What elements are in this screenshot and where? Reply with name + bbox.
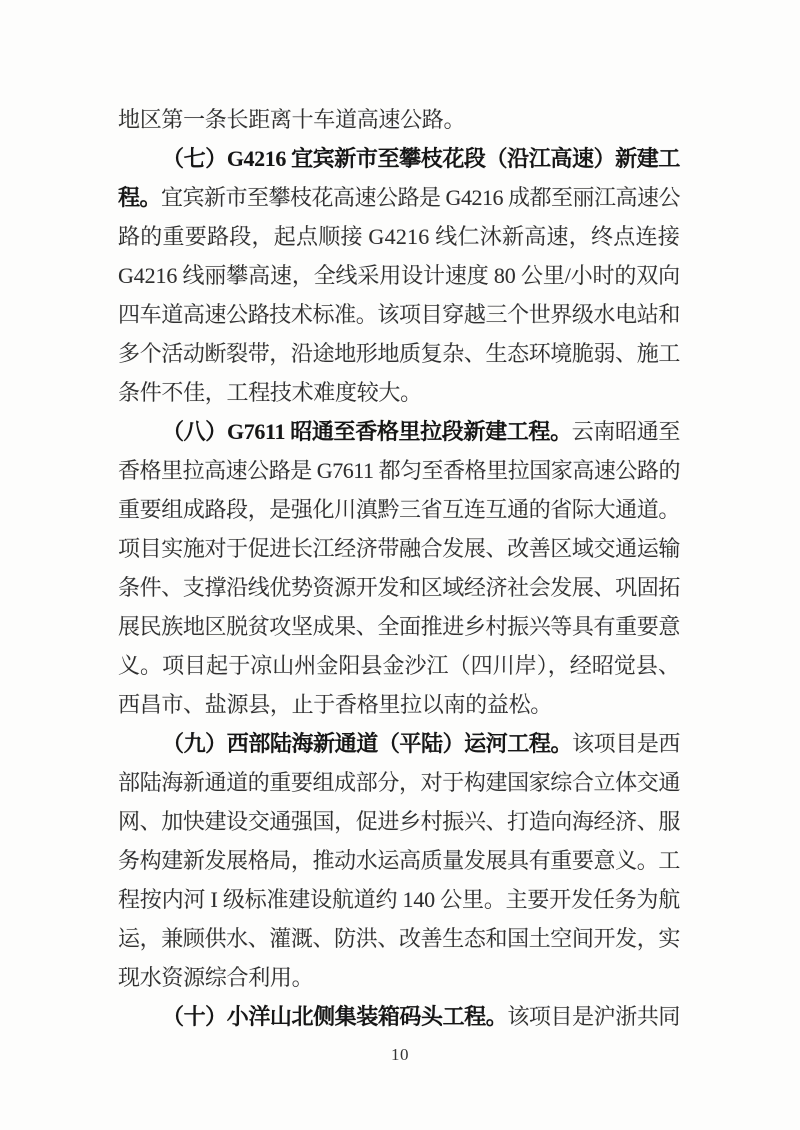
body-text: 地区第一条长距离十车道高速公路。 [118,107,466,132]
text-line-heading [118,997,680,1036]
text-line-heading [118,724,680,763]
text-line [118,841,680,880]
body-text: 部陆海新通道的重要组成部分，对于构建国家综合立体交通 [118,770,680,795]
body-text: 路的重要路段，起点顺接 G4216 线仁沐新高速，终点连接 [118,224,680,249]
body-text: 云南昭通至 [571,419,680,444]
text-line [118,217,680,256]
text-line [118,373,680,412]
text-line [118,334,680,373]
body-text: 条件不佳，工程技术难度较大。 [118,380,422,405]
text-line [118,763,680,802]
text-line [118,529,680,568]
text-line-heading [118,178,680,217]
body-text: 香格里拉高速公路是 G7611 都匀至香格里拉国家高速公路的 [118,458,680,483]
heading-text: （八）G7611 昭通至香格里拉段新建工程。 [162,419,572,444]
body-text: 条件、支撑沿线优势资源开发和区域经济社会发展、巩固拓 [118,575,680,600]
heading-text: （七）G4216 宜宾新市至攀枝花段（沿江高速）新建工 [162,146,680,171]
text-line [118,607,680,646]
heading-text: 程。 [118,185,162,210]
body-text: 义。项目起于凉山州金阳县金沙江（四川岸），经昭觉县、 [118,653,680,678]
text-line [118,568,680,607]
body-text: 务构建新发展格局，推动水运高质量发展具有重要意义。工 [118,848,680,873]
text-line [118,295,680,334]
text-line [118,880,680,919]
heading-text: （九）西部陆海新通道（平陆）运河工程。 [162,731,573,756]
body-text: 程按内河 I 级标准建设航道约 140 公里。主要开发任务为航 [118,887,680,912]
body-text: G4216 线丽攀高速，全线采用设计速度 80 公里/小时的双向 [118,263,680,288]
body-text: 项目实施对于促进长江经济带融合发展、改善区域交通运输 [118,536,680,561]
body-text: 该项目是沪浙共同 [507,1004,680,1029]
text-line [118,685,680,724]
body-text: 网、加快建设交通强国，促进乡村振兴、打造向海经济、服 [118,809,680,834]
text-line [118,958,680,997]
text-line [118,919,680,958]
body-text: 该项目是西 [572,731,680,756]
text-line-heading [118,412,680,451]
text-line [118,490,680,529]
text-line [118,646,680,685]
body-text: 展民族地区脱贫攻坚成果、全面推进乡村振兴等具有重要意 [118,614,680,639]
body-text: 多个活动断裂带，沿途地形地质复杂、生态环境脆弱、施工 [118,341,680,366]
document-body [118,100,680,1036]
text-line [118,451,680,490]
body-text: 西昌市、盐源县，止于香格里拉以南的益松。 [118,692,553,717]
body-text: 宜宾新市至攀枝花高速公路是 G4216 成都至丽江高速公 [161,185,680,210]
body-text: 重要组成路段，是强化川滇黔三省互连互通的省际大通道。 [118,497,680,522]
heading-text: （十）小洋山北侧集装箱码头工程。 [162,1004,508,1029]
body-text: 现水资源综合利用。 [118,965,314,990]
text-line [118,802,680,841]
body-text: 运，兼顾供水、灌溉、防洪、改善生态和国土空间开发，实 [118,926,680,951]
text-line-heading [118,139,680,178]
body-text: 四车道高速公路技术标准。该项目穿越三个世界级水电站和 [118,302,680,327]
page-number: 10 [391,1045,409,1064]
text-line [118,100,680,139]
text-line [118,256,680,295]
